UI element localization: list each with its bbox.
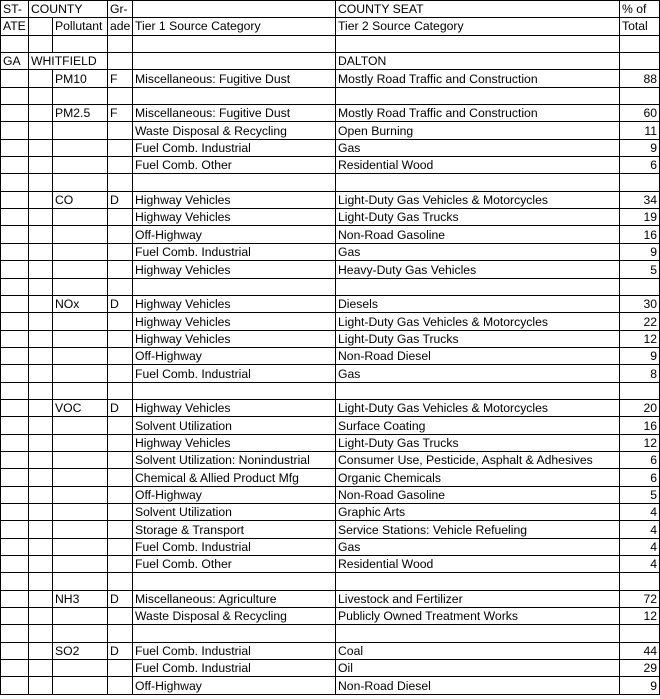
tier1-cell: Highway Vehicles: [133, 295, 336, 312]
tier1-cell: Fuel Comb. Industrial: [133, 365, 336, 382]
table-row: [1, 226, 660, 243]
table-row: [1, 365, 660, 382]
tier2-cell: Surface Coating: [336, 417, 620, 434]
table-row: [1, 486, 660, 503]
tier2-cell: Non-Road Diesel: [336, 677, 620, 694]
tier1-cell: Fuel Comb. Industrial: [133, 243, 336, 260]
table-row: [1, 191, 660, 208]
header-cell: ade: [108, 18, 133, 35]
table-row: [1, 556, 660, 573]
percent-cell: 9: [620, 677, 660, 694]
table-row: [1, 330, 660, 347]
table-row: [1, 660, 660, 677]
tier1-cell: Highway Vehicles: [133, 191, 336, 208]
table-row: [1, 295, 660, 312]
tier1-cell: Fuel Comb. Other: [133, 157, 336, 174]
tier1-cell: Off-Highway: [133, 226, 336, 243]
tier1-cell: Off-Highway: [133, 677, 336, 694]
pollutant-cell: NOx: [53, 295, 108, 312]
tier2-cell: Light-Duty Gas Vehicles & Motorcycles: [336, 399, 620, 416]
tier2-cell: Heavy-Duty Gas Vehicles: [336, 261, 620, 278]
tier1-cell: Fuel Comb. Industrial: [133, 660, 336, 677]
tier1-cell: Solvent Utilization: [133, 417, 336, 434]
table-row: [1, 521, 660, 538]
tier1-cell: Solvent Utilization: [133, 503, 336, 520]
tier1-cell: Highway Vehicles: [133, 330, 336, 347]
table-row: [1, 434, 660, 451]
percent-cell: 44: [620, 642, 660, 659]
header-cell: COUNTY SEAT: [336, 1, 620, 18]
tier2-cell: Gas: [336, 538, 620, 555]
table-row: [1, 261, 660, 278]
table-row: [1, 503, 660, 520]
state-cell: GA: [1, 53, 29, 70]
spacer-row: [1, 174, 660, 191]
table-row: [1, 122, 660, 139]
tier1-cell: Highway Vehicles: [133, 399, 336, 416]
tier1-cell: Waste Disposal & Recycling: [133, 122, 336, 139]
grade-cell: D: [108, 191, 133, 208]
table-row: [1, 642, 660, 659]
tier2-cell: Publicly Owned Treatment Works: [336, 608, 620, 625]
tier1-cell: Waste Disposal & Recycling: [133, 608, 336, 625]
header-row-1: [1, 1, 660, 18]
percent-cell: 72: [620, 590, 660, 607]
tier1-cell: Off-Highway: [133, 486, 336, 503]
tier2-cell: Light-Duty Gas Trucks: [336, 330, 620, 347]
tier2-cell: Coal: [336, 642, 620, 659]
percent-cell: 12: [620, 608, 660, 625]
header-cell: [29, 18, 53, 35]
percent-cell: 22: [620, 313, 660, 330]
tier2-cell: Non-Road Gasoline: [336, 486, 620, 503]
tier1-cell: Fuel Comb. Industrial: [133, 642, 336, 659]
tier2-cell: Organic Chemicals: [336, 469, 620, 486]
tier1-cell: Highway Vehicles: [133, 313, 336, 330]
percent-cell: 4: [620, 503, 660, 520]
spacer-row: [1, 573, 660, 590]
percent-cell: 19: [620, 209, 660, 226]
tier2-cell: Diesels: [336, 295, 620, 312]
header-cell: Tier 2 Source Category: [336, 18, 620, 35]
header-cell: Tier 1 Source Category: [133, 18, 336, 35]
grade-cell: F: [108, 70, 133, 87]
tier2-cell: Gas: [336, 365, 620, 382]
header-cell: Gr-: [108, 1, 133, 18]
table-row: [1, 139, 660, 156]
header-cell: ATE: [1, 18, 29, 35]
header-cell: ST-: [1, 1, 29, 18]
percent-cell: 4: [620, 538, 660, 555]
table-row: [1, 608, 660, 625]
spacer-row: [1, 278, 660, 295]
header-cell: [133, 1, 336, 18]
percent-cell: 11: [620, 122, 660, 139]
tier2-cell: Oil: [336, 660, 620, 677]
table-body: [1, 1, 660, 695]
table-row: [1, 347, 660, 364]
tier1-cell: Chemical & Allied Product Mfg: [133, 469, 336, 486]
table-row: [1, 70, 660, 87]
grade-cell: D: [108, 590, 133, 607]
table-row: [1, 451, 660, 468]
table-row: [1, 417, 660, 434]
percent-cell: 29: [620, 660, 660, 677]
location-row: [1, 53, 660, 70]
percent-cell: 5: [620, 486, 660, 503]
percent-cell: 16: [620, 226, 660, 243]
tier1-cell: Highway Vehicles: [133, 434, 336, 451]
pollutant-cell: VOC: [53, 399, 108, 416]
pollutant-cell: CO: [53, 191, 108, 208]
tier1-cell: Highway Vehicles: [133, 209, 336, 226]
tier1-cell: Miscellaneous: Agriculture: [133, 590, 336, 607]
table-row: [1, 469, 660, 486]
tier1-cell: Miscellaneous: Fugitive Dust: [133, 70, 336, 87]
table-row: [1, 243, 660, 260]
percent-cell: 12: [620, 330, 660, 347]
table-row: [1, 157, 660, 174]
percent-cell: 9: [620, 347, 660, 364]
percent-cell: 6: [620, 451, 660, 468]
tier2-cell: Service Stations: Vehicle Refueling: [336, 521, 620, 538]
grade-cell: D: [108, 642, 133, 659]
percent-cell: 20: [620, 399, 660, 416]
tier2-cell: Mostly Road Traffic and Construction: [336, 105, 620, 122]
tier2-cell: Livestock and Fertilizer: [336, 590, 620, 607]
tier2-cell: Residential Wood: [336, 157, 620, 174]
percent-cell: 9: [620, 243, 660, 260]
tier2-cell: Graphic Arts: [336, 503, 620, 520]
header-cell: Total: [620, 18, 660, 35]
table-row: [1, 399, 660, 416]
percent-cell: 12: [620, 434, 660, 451]
tier1-cell: Miscellaneous: Fugitive Dust: [133, 105, 336, 122]
tier1-cell: Fuel Comb. Other: [133, 556, 336, 573]
percent-cell: 6: [620, 469, 660, 486]
percent-cell: 88: [620, 70, 660, 87]
table-row: [1, 590, 660, 607]
pollutant-cell: SO2: [53, 642, 108, 659]
table-row: [1, 677, 660, 694]
header-cell: COUNTY: [29, 1, 108, 18]
tier1-cell: Fuel Comb. Industrial: [133, 538, 336, 555]
tier2-cell: Light-Duty Gas Trucks: [336, 434, 620, 451]
percent-cell: 9: [620, 139, 660, 156]
tier1-cell: Off-Highway: [133, 347, 336, 364]
county-seat-cell: DALTON: [336, 53, 620, 70]
tier1-cell: Fuel Comb. Industrial: [133, 139, 336, 156]
tier2-cell: Gas: [336, 139, 620, 156]
tier2-cell: Mostly Road Traffic and Construction: [336, 70, 620, 87]
spacer-row: [1, 87, 660, 104]
percent-cell: 6: [620, 157, 660, 174]
grade-cell: F: [108, 105, 133, 122]
tier2-cell: Residential Wood: [336, 556, 620, 573]
percent-cell: 4: [620, 521, 660, 538]
percent-cell: 8: [620, 365, 660, 382]
tier1-cell: Storage & Transport: [133, 521, 336, 538]
table-row: [1, 105, 660, 122]
spacer-row: [1, 625, 660, 642]
percent-cell: 60: [620, 105, 660, 122]
grade-cell: D: [108, 295, 133, 312]
pollutant-cell: PM2.5: [53, 105, 108, 122]
tier2-cell: Light-Duty Gas Vehicles & Motorcycles: [336, 191, 620, 208]
tier1-cell: Solvent Utilization: Nonindustrial: [133, 451, 336, 468]
grade-cell: D: [108, 399, 133, 416]
percent-cell: 16: [620, 417, 660, 434]
header-row-2: [1, 18, 660, 35]
tier2-cell: Open Burning: [336, 122, 620, 139]
pollutant-cell: PM10: [53, 70, 108, 87]
spacer-row: [1, 382, 660, 399]
table-row: [1, 209, 660, 226]
pollutant-cell: NH3: [53, 590, 108, 607]
spacer-row: [1, 35, 660, 52]
percent-cell: 5: [620, 261, 660, 278]
tier2-cell: Consumer Use, Pesticide, Asphalt & Adhesives: [336, 451, 620, 468]
county-cell: WHITFIELD: [29, 53, 108, 70]
tier2-cell: Non-Road Diesel: [336, 347, 620, 364]
tier2-cell: Non-Road Gasoline: [336, 226, 620, 243]
tier2-cell: Light-Duty Gas Vehicles & Motorcycles: [336, 313, 620, 330]
percent-cell: 34: [620, 191, 660, 208]
header-cell: % of: [620, 1, 660, 18]
percent-cell: 30: [620, 295, 660, 312]
tier2-cell: Gas: [336, 243, 620, 260]
table-row: [1, 313, 660, 330]
percent-cell: 4: [620, 556, 660, 573]
header-cell: Pollutant: [53, 18, 108, 35]
table-row: [1, 538, 660, 555]
tier1-cell: Highway Vehicles: [133, 261, 336, 278]
tier2-cell: Light-Duty Gas Trucks: [336, 209, 620, 226]
